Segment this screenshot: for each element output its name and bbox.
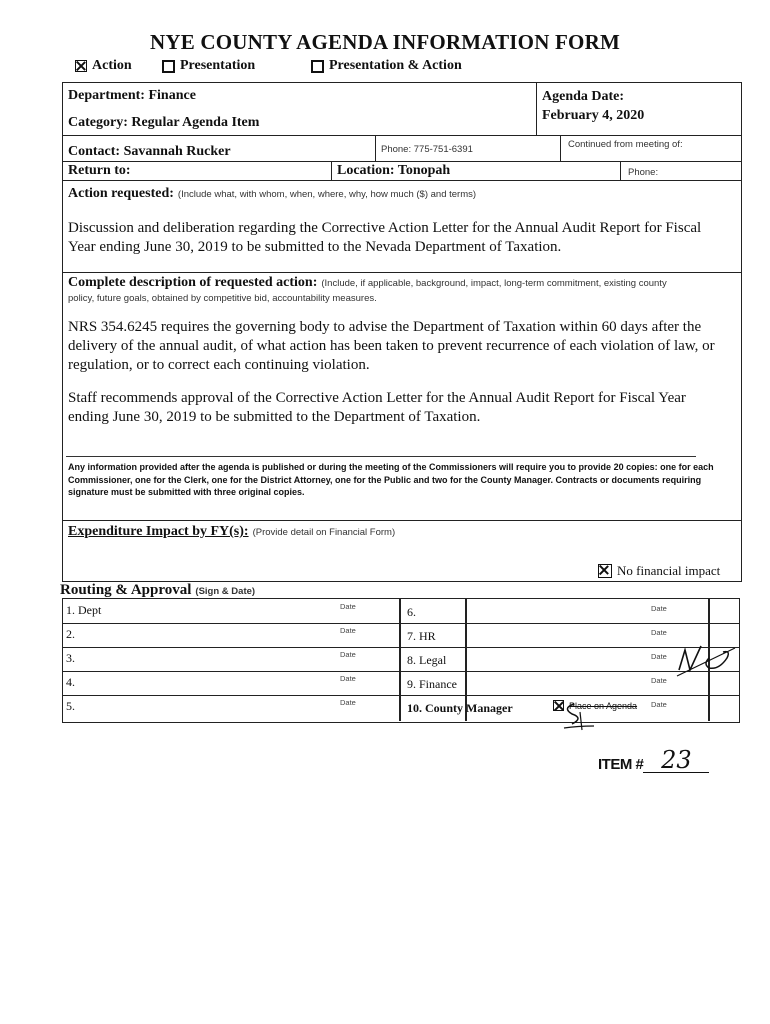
routing-row-3-date: Date <box>340 650 356 659</box>
routing-header <box>60 581 255 599</box>
legal-initials-signature <box>675 640 740 678</box>
action-requested-text: Discussion and deliberation regarding the Corrective Action Letter for the Annual Audit Report for Fiscal Year ending June 30, 2019 to be submitted to the Nevada Department of Taxation. <box>68 220 702 255</box>
routing-row-1-label: 1. Dept <box>66 603 102 617</box>
routing-row-8-label: 8. Legal <box>407 653 447 667</box>
item-number <box>598 748 709 773</box>
routing-row-7-date: Date <box>651 628 667 637</box>
place-on-agenda-label: Place on Agenda <box>569 700 638 711</box>
description-header <box>68 275 733 305</box>
routing-title-hint: (Sign & Date) <box>195 586 256 597</box>
option-action[interactable] <box>75 58 132 74</box>
routing-row-7-label: 7. HR <box>407 629 436 643</box>
routing-row-5-date: Date <box>340 698 356 707</box>
description-label: Complete description of requested action: <box>68 275 318 290</box>
expenditure-label: Expenditure Impact by FY(s): <box>68 524 249 539</box>
description-paragraph-2: Staff recommends approval of the Corrective Action Letter for the Annual Audit Report for Fiscal Year ending June 30, 2019 to be submitted to the Department of Taxation. <box>68 390 686 425</box>
routing-row-5-label: 5. <box>66 699 75 713</box>
routing-title: Routing & Approval <box>60 582 192 598</box>
contact-phone: Phone: 775-751-6391 <box>381 144 473 155</box>
routing-row-6-date: Date <box>651 604 667 613</box>
no-financial-impact-label: No financial impact <box>617 563 721 578</box>
phone-field: Phone: <box>628 167 659 178</box>
routing-row-6-label: 6. <box>407 605 416 619</box>
continued-from: Continued from meeting of: <box>568 139 683 150</box>
action-requested-hint: (Include what, with whom, when, where, why, how much ($) and terms) <box>177 189 477 200</box>
presentation-checkbox[interactable] <box>162 60 175 73</box>
routing-row-8-date: Date <box>651 652 667 661</box>
routing-table <box>62 598 740 723</box>
agenda-date-label: Agenda Date: <box>542 89 625 104</box>
routing-row-10-label: 10. County Manager <box>407 701 513 715</box>
county-manager-initials-signature <box>558 696 608 736</box>
form-title: NYE COUNTY AGENDA INFORMATION FORM <box>150 30 620 54</box>
option-presentation[interactable] <box>162 58 255 74</box>
routing-row-4-date: Date <box>340 674 356 683</box>
description-hint-2: policy, future goals, obtained by competitive bid, accountability measures. <box>68 293 377 304</box>
item-label: ITEM # <box>598 756 644 773</box>
routing-row-9-date: Date <box>651 676 667 685</box>
no-financial-impact-checkbox[interactable] <box>598 564 612 578</box>
location-field: Location: Tonopah <box>337 163 451 178</box>
item-number-value: 23 <box>643 748 709 773</box>
notice-divider <box>66 456 696 457</box>
contact-field: Contact: Savannah Rucker <box>68 144 231 159</box>
return-to-field: Return to: <box>68 163 131 178</box>
action-requested-label: Action requested: <box>68 186 174 201</box>
action-checkbox[interactable] <box>75 60 87 72</box>
notice-text: Any information provided after the agenda is published or during the meeting of the Commissioners will require you to provide 20 copies: one for each Commissioner, one for the Clerk, one for the District Attorney, one for the Public and two for the County Manager. Contracts or documents requiring signature must be submitted with three original copies. <box>68 462 714 497</box>
category-field: Category: Regular Agenda Item <box>68 115 260 130</box>
action-requested-header <box>68 184 476 202</box>
routing-row-9-label: 9. Finance <box>407 677 457 691</box>
routing-row-10-date: Date <box>651 700 667 709</box>
option-presentation-label: Presentation <box>180 58 256 73</box>
routing-row-4-label: 4. <box>66 675 75 689</box>
routing-row-2-label: 2. <box>66 627 75 641</box>
routing-row-3-label: 3. <box>66 651 75 665</box>
option-action-label: Action <box>92 58 132 73</box>
expenditure-header <box>68 522 395 540</box>
description-hint-1: (Include, if applicable, background, impact, long-term commitment, existing county <box>321 278 667 289</box>
expenditure-hint: (Provide detail on Financial Form) <box>252 527 396 538</box>
option-presentation-action[interactable] <box>311 58 462 74</box>
option-presentation-action-label: Presentation & Action <box>329 58 462 73</box>
description-paragraph-1: NRS 354.6245 requires the governing body to advise the Department of Taxation within 60 days after the delivery of the annual audit, of what action has been taken to prevent recurrence of each violation of law, or regulation, or to correct each continuing violation. <box>68 319 715 373</box>
routing-row-1-date: Date <box>340 602 356 611</box>
presentation-action-checkbox[interactable] <box>311 60 324 73</box>
routing-row-2-date: Date <box>340 626 356 635</box>
agenda-date-value: February 4, 2020 <box>542 108 645 123</box>
no-financial-impact[interactable] <box>598 563 720 579</box>
department-field: Department: Finance <box>68 88 196 103</box>
